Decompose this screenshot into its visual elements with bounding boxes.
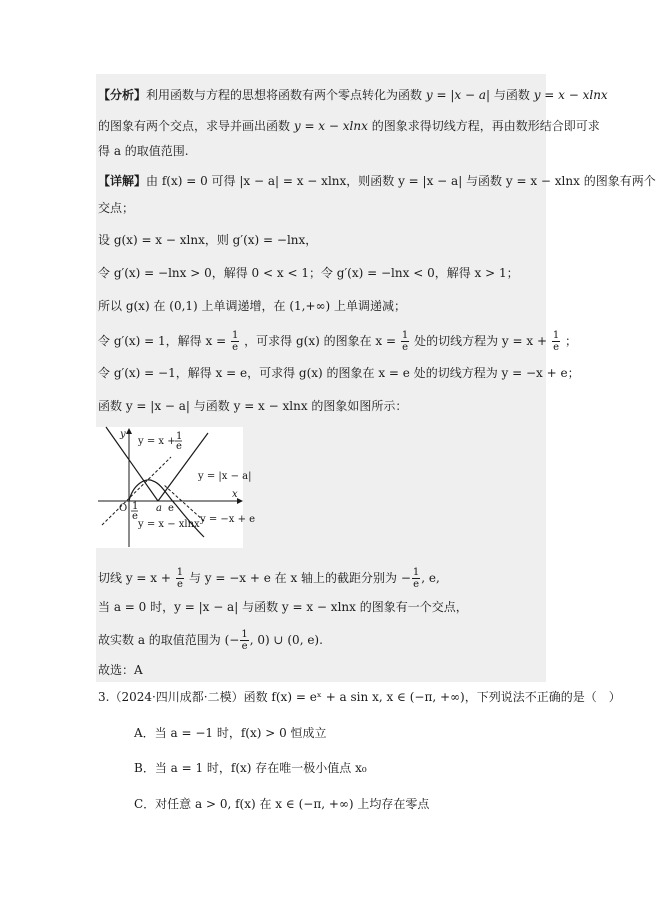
label-tangent1: y = x + [138, 436, 176, 447]
fraction-one-over-e: $\frac{1}{e}$ [401, 330, 409, 353]
option-a: A．当 a = −1 时，f(x) > 0 恒成立 [134, 726, 327, 740]
detail-tag: 【详解】 [98, 174, 147, 188]
detail-answer: 故选：A [98, 663, 143, 677]
detail-line-7: 函数 y = |x − a| 与函数 y = x − xlnx 的图象如图所示： [98, 399, 408, 413]
detail-line-6: 令 g′(x) = −1，解得 x = e，可求得 g(x) 的图象在 x = e 处的切线方程为 y = −x + e； [98, 366, 580, 380]
label-tick-den: e [132, 511, 138, 522]
detail-line-9: 当 a = 0 时，y = |x − a| 与函数 y = x − xlnx 的图象有一个交点， [98, 600, 468, 614]
detail-line-5: 令 g′(x) = 1，解得 x = $\frac{1}{e}$ ，可求得 g(x) 的图象在 x = $\frac{1}{e}$ 处的切线方程为 y = x + $\frac{1}{e}$ ； [98, 330, 578, 353]
detail-line-10: 故实数 a 的取值范围为 (− $\frac{1}{e}$ , 0) ∪ (0, e). [98, 629, 323, 652]
analysis-line-3: 得 a 的取值范围. [98, 144, 189, 158]
option-c: C．对任意 a > 0, f(x) 在 x ∈ (−π, +∞) 上均存在零点 [134, 797, 430, 811]
fraction-one-over-e: $\frac{1}{e}$ [241, 629, 248, 652]
analysis-line-1: 【分析】利用函数与方程的思想将函数有两个零点转化为函数 y = |x − a| 与函数 y = x − xlnx [98, 88, 608, 102]
graph-svg [96, 427, 256, 548]
detail-line-2: 设 g(x) = x − xlnx，则 g′(x) = −lnx， [98, 233, 318, 247]
label-y: y [120, 429, 126, 440]
fraction-one-over-e: $\frac{1}{e}$ [231, 330, 239, 353]
question-3-header: 3.（2024·四川成都·二模）函数 f(x) = eˣ + a sin x, x ∈ (−π, +∞)，下列说法不正确的是（ ） [98, 690, 621, 704]
option-b: B．当 a = 1 时，f(x) 存在唯一极小值点 x₀ [134, 761, 367, 775]
function-graph [96, 427, 256, 548]
label-origin: O [119, 503, 128, 514]
fraction-one-over-e: $\frac{1}{e}$ [412, 567, 420, 590]
analysis-line-2: 的图象有两个交点，求导并画出函数 y = x − xlnx 的图象求得切线方程，再由数形结合即可求 [98, 119, 600, 133]
label-e: e [168, 503, 174, 514]
label-tick-num: 1 [132, 501, 139, 512]
label-tangent1-den: e [176, 441, 182, 452]
label-a: a [156, 503, 162, 514]
detail-line-4: 所以 g(x) 在 (0,1) 上单调递增，在 (1,+∞) 上单调递减； [98, 299, 407, 313]
detail-line-3: 令 g′(x) = −lnx > 0，解得 0 < x < 1；令 g′(x) = −lnx < 0，解得 x > 1； [98, 266, 519, 280]
label-g: y = x − xlnx [138, 519, 200, 530]
label-x: x [232, 489, 238, 500]
fraction-one-over-e: $\frac{1}{e}$ [552, 330, 560, 353]
fraction-one-over-e: $\frac{1}{e}$ [176, 567, 184, 590]
detail-line-8: 切线 y = x + $\frac{1}{e}$ 与 y = −x + e 在 x 轴上的截距分别为 − $\frac{1}{e}$ , e, [98, 567, 440, 590]
label-tangent2: y = −x + e [200, 514, 256, 525]
detail-line-1: 【详解】由 f(x) = 0 可得 |x − a| = x − xlnx，则函数 y = |x − a| 与函数 y = x − xlnx 的图象有两个 [98, 174, 656, 188]
label-tangent1-num: 1 [176, 431, 183, 442]
label-abs: y = |x − a| [198, 471, 252, 482]
detail-line-1b: 交点； [98, 201, 135, 215]
analysis-tag: 【分析】 [98, 88, 147, 102]
